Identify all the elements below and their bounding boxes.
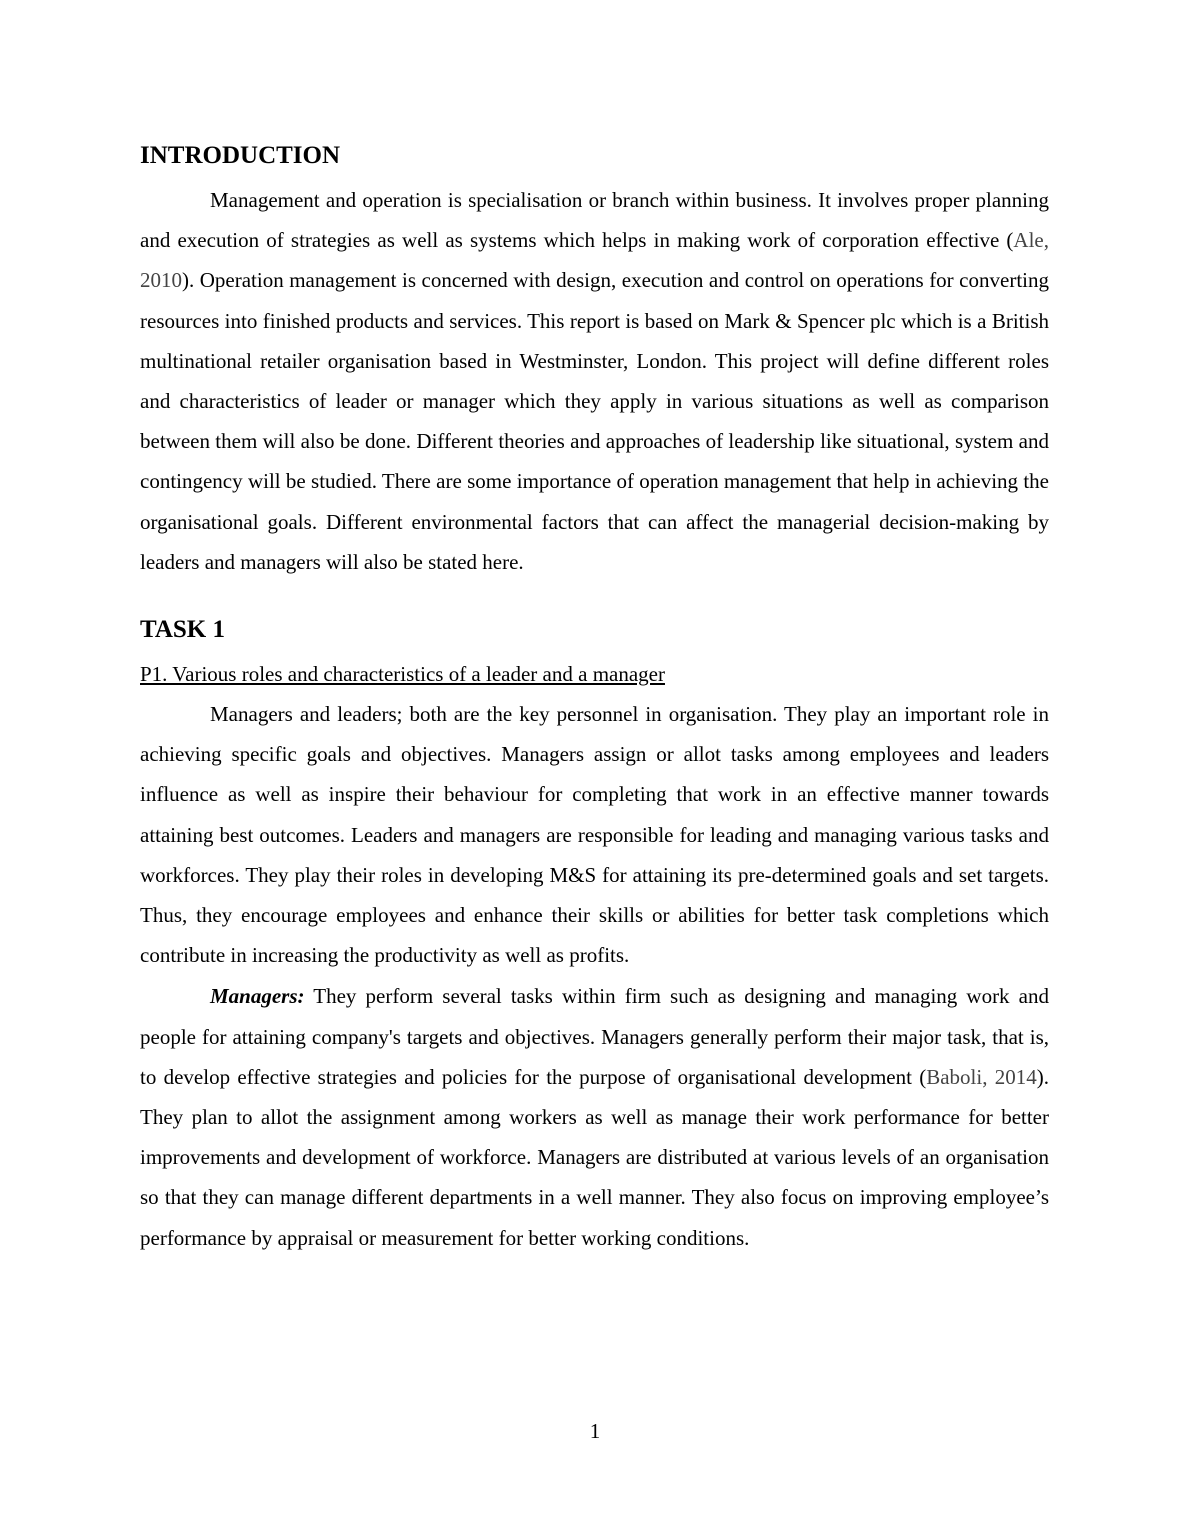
managers-paragraph [140, 976, 1049, 1257]
managers-label: Managers: [210, 984, 305, 1009]
p1-subheading: P1. Various roles and characteristics of a leader and a manager [140, 662, 665, 687]
citation-baboli: Baboli, 2014 [926, 1064, 1037, 1089]
citation-ale: Ale, 2010 [140, 228, 1049, 293]
document-page [140, 138, 1049, 1258]
task-1-heading: TASK 1 [140, 616, 225, 644]
intro-text-start: Management and operation is specialisation or branch within business. It involves proper planning and execution of strategies as well as systems which helps in making work of corporation effective ( [140, 188, 1049, 253]
intro-text-end: ). Operation management is concerned with design, execution and control on operations for converting resources into finished products and services. This report is based on Mark & Spencer plc which is a British multinational retailer organisation based in Westminster, London. This project will define different roles and characteristics of leader or manager which they apply in various situations as well as comparison between them will also be done. Different theories and approaches of leadership like situational, system and contingency will be studied. There are some importance of operation management that help in achieving the organisational goals. Different environmental factors that can affect the managerial decision-making by leaders and managers will also be stated here. [140, 268, 1049, 574]
introduction-paragraph [140, 180, 1049, 582]
managers-text-start: They perform several tasks within firm such as designing and managing work and people for attaining company's targets and objectives. Managers generally perform their major task, that is, to develop effective strategies and policies for the purpose of organisational development ( [140, 984, 1049, 1089]
leaders-managers-paragraph: Managers and leaders; both are the key personnel in organisation. They play an important role in achieving specific goals and objectives. Managers assign or allot tasks among employees and leaders influence as well as inspire their behaviour for completing that work in an effective manner towards attaining best outcomes. Leaders and managers are responsible for leading and managing various tasks and workforces. They play their roles in developing M&S for attaining its pre-determined goals and set targets. Thus, they encourage employees and enhance their skills or abilities for better task completions which contribute in increasing the productivity as well as profits. [140, 702, 1049, 968]
managers-text-end: ). They plan to allot the assignment among workers as well as manage their work performance for better improvements and development of workforce. Managers are distributed at various levels of an organisation so that they can manage different departments in a well manner. They also focus on improving employee’s performance by appraisal or measurement for better working conditions. [140, 1064, 1050, 1250]
introduction-heading: INTRODUCTION [140, 142, 341, 169]
page-number: 1 [589, 1419, 601, 1443]
